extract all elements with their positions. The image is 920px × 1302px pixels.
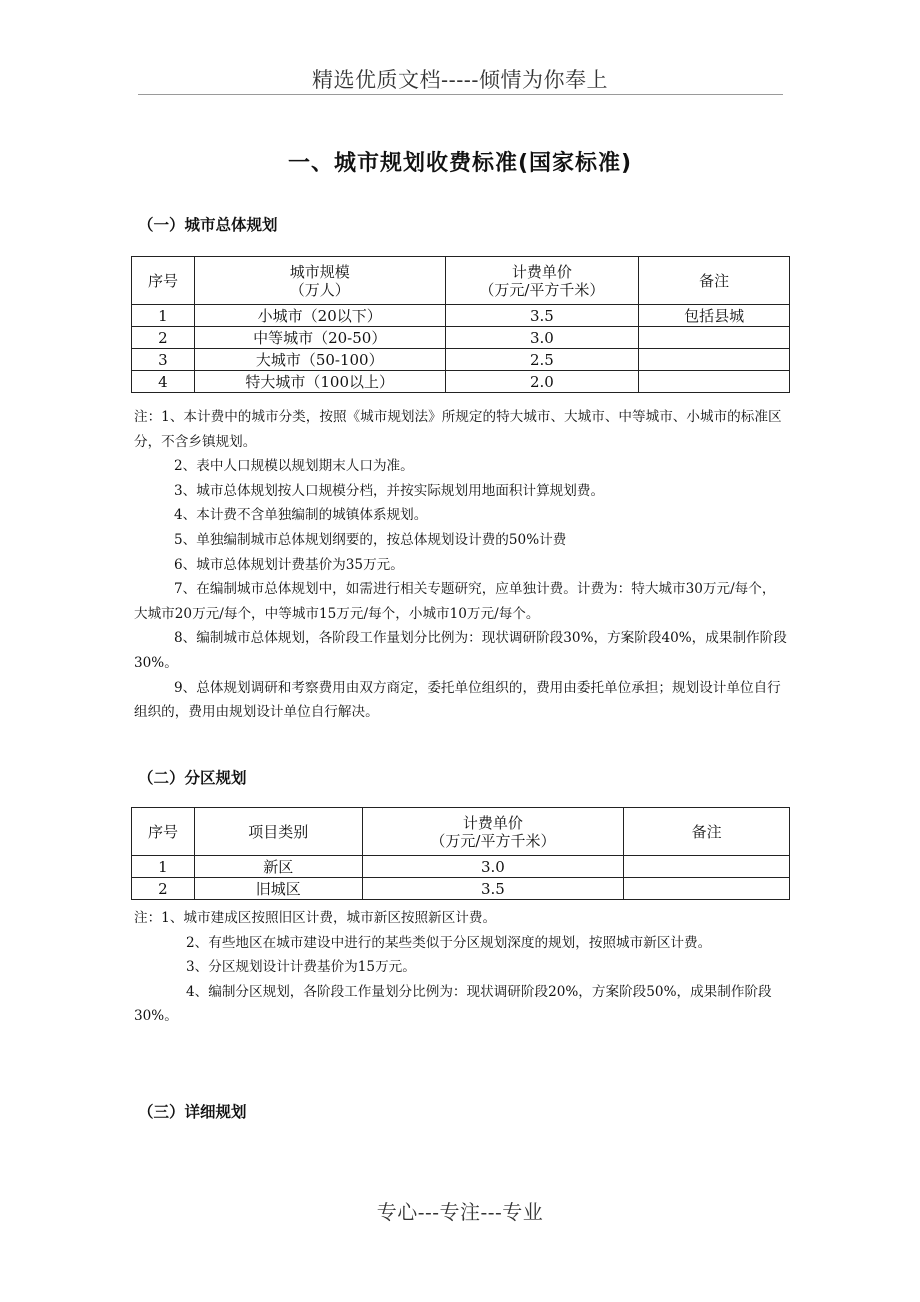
cell-unit-price: 3.0 [362, 856, 624, 878]
overall-planning-notes [134, 405, 789, 725]
note-item: 3、分区规划设计计费基价为15万元。 [186, 959, 416, 976]
note-item: 5、单独编制城市总体规划纲要的，按总体规划设计费的50%计费 [174, 531, 567, 548]
table-row [132, 856, 790, 878]
document-title: 一、城市规划收费标准(国家标准) [287, 151, 633, 176]
header-city-scale-line1: 城市规模 [289, 262, 350, 281]
cell-category: 旧城区 [194, 878, 362, 900]
page-footer: 专心---专注---专业 [376, 1200, 544, 1224]
cell-seq: 1 [132, 305, 195, 327]
cell-category: 新区 [194, 856, 362, 878]
section-heading-district-planning: （二）分区规划 [138, 769, 247, 787]
cell-seq: 4 [132, 371, 195, 393]
header-seq: 序号 [132, 257, 195, 305]
note-item: 注：1、本计费中的城市分类，按照《城市规划法》所规定的特大城市、大城市、中等城市、小城市的标准区分，不含乡镇规划。 [134, 409, 782, 450]
header-divider [138, 94, 783, 95]
district-planning-notes [134, 906, 789, 1029]
table-header-row [132, 808, 790, 856]
cell-remark [639, 349, 790, 371]
header-remark: 备注 [624, 808, 790, 856]
cell-remark: 包括县城 [639, 305, 790, 327]
cell-unit-price: 2.5 [445, 349, 639, 371]
header-city-scale [194, 257, 445, 305]
table-row [132, 878, 790, 900]
header-unit-price-line2: （万元/平方千米） [479, 280, 605, 299]
table-row [132, 327, 790, 349]
section-heading-detailed-planning: （三）详细规划 [138, 1103, 247, 1121]
cell-seq: 2 [132, 878, 195, 900]
note-item: 8、编制城市总体规划，各阶段工作量划分比例为：现状调研阶段30%，方案阶段40%，成果制作阶段30%。 [134, 630, 787, 671]
cell-seq: 3 [132, 349, 195, 371]
header-unit-price [362, 808, 624, 856]
header-remark: 备注 [639, 257, 790, 305]
note-item: 2、有些地区在城市建设中进行的某些类似于分区规划深度的规划，按照城市新区计费。 [186, 934, 712, 951]
cell-seq: 2 [132, 327, 195, 349]
note-item: 9、总体规划调研和考察费用由双方商定，委托单位组织的，费用由委托单位承担；规划设计单位自行组织的，费用由规划设计单位自行解决。 [134, 679, 781, 721]
header-category: 项目类别 [194, 808, 362, 856]
table-row [132, 371, 790, 393]
header-unit-price-line2: （万元/平方千米） [430, 831, 556, 850]
note-item: 注：1、城市建成区按照旧区计费，城市新区按照新区计费。 [134, 910, 497, 926]
header-city-scale-line2: （万人） [289, 280, 350, 299]
note-item: 6、城市总体规划计费基价为35万元。 [174, 556, 404, 573]
note-item: 3、城市总体规划按人口规模分档，并按实际规划用地面积计算规划费。 [174, 482, 605, 499]
section-heading-overall-planning: （一）城市总体规划 [138, 216, 278, 234]
header-seq: 序号 [132, 808, 195, 856]
header-unit-price-line1: 计费单价 [511, 262, 572, 281]
overall-planning-fee-table [131, 256, 790, 393]
note-item: 2、表中人口规模以规划期末人口为准。 [174, 458, 414, 475]
cell-unit-price: 3.5 [445, 305, 639, 327]
cell-city-scale: 小城市（20以下） [194, 305, 445, 327]
cell-remark [624, 856, 790, 878]
cell-unit-price: 2.0 [445, 371, 639, 393]
table-row [132, 349, 790, 371]
cell-seq: 1 [132, 856, 195, 878]
cell-unit-price: 3.0 [445, 327, 639, 349]
page-header: 精选优质文档-----倾情为你奉上 [312, 68, 608, 92]
cell-remark [624, 878, 790, 900]
district-planning-fee-table [131, 807, 790, 900]
header-unit-price [445, 257, 639, 305]
cell-city-scale: 特大城市（100以上） [194, 371, 445, 393]
cell-remark [639, 371, 790, 393]
cell-remark [639, 327, 790, 349]
note-item: 4、本计费不含单独编制的城镇体系规划。 [174, 507, 428, 524]
header-unit-price-line1: 计费单价 [462, 813, 523, 832]
note-item: 7、在编制城市总体规划中，如需进行相关专题研究，应单独计费。计费为：特大城市30万元/每个，大城市20万元/每个，中等城市15万元/每个，小城市10万元/每个。 [134, 581, 776, 622]
table-header-row [132, 257, 790, 305]
cell-city-scale: 中等城市（20-50） [194, 327, 445, 349]
cell-unit-price: 3.5 [362, 878, 624, 900]
table-row [132, 305, 790, 327]
note-item: 4、编制分区规划，各阶段工作量划分比例为：现状调研阶段20%，方案阶段50%，成果制作阶段30%。 [134, 983, 772, 1025]
cell-city-scale: 大城市（50-100） [194, 349, 445, 371]
